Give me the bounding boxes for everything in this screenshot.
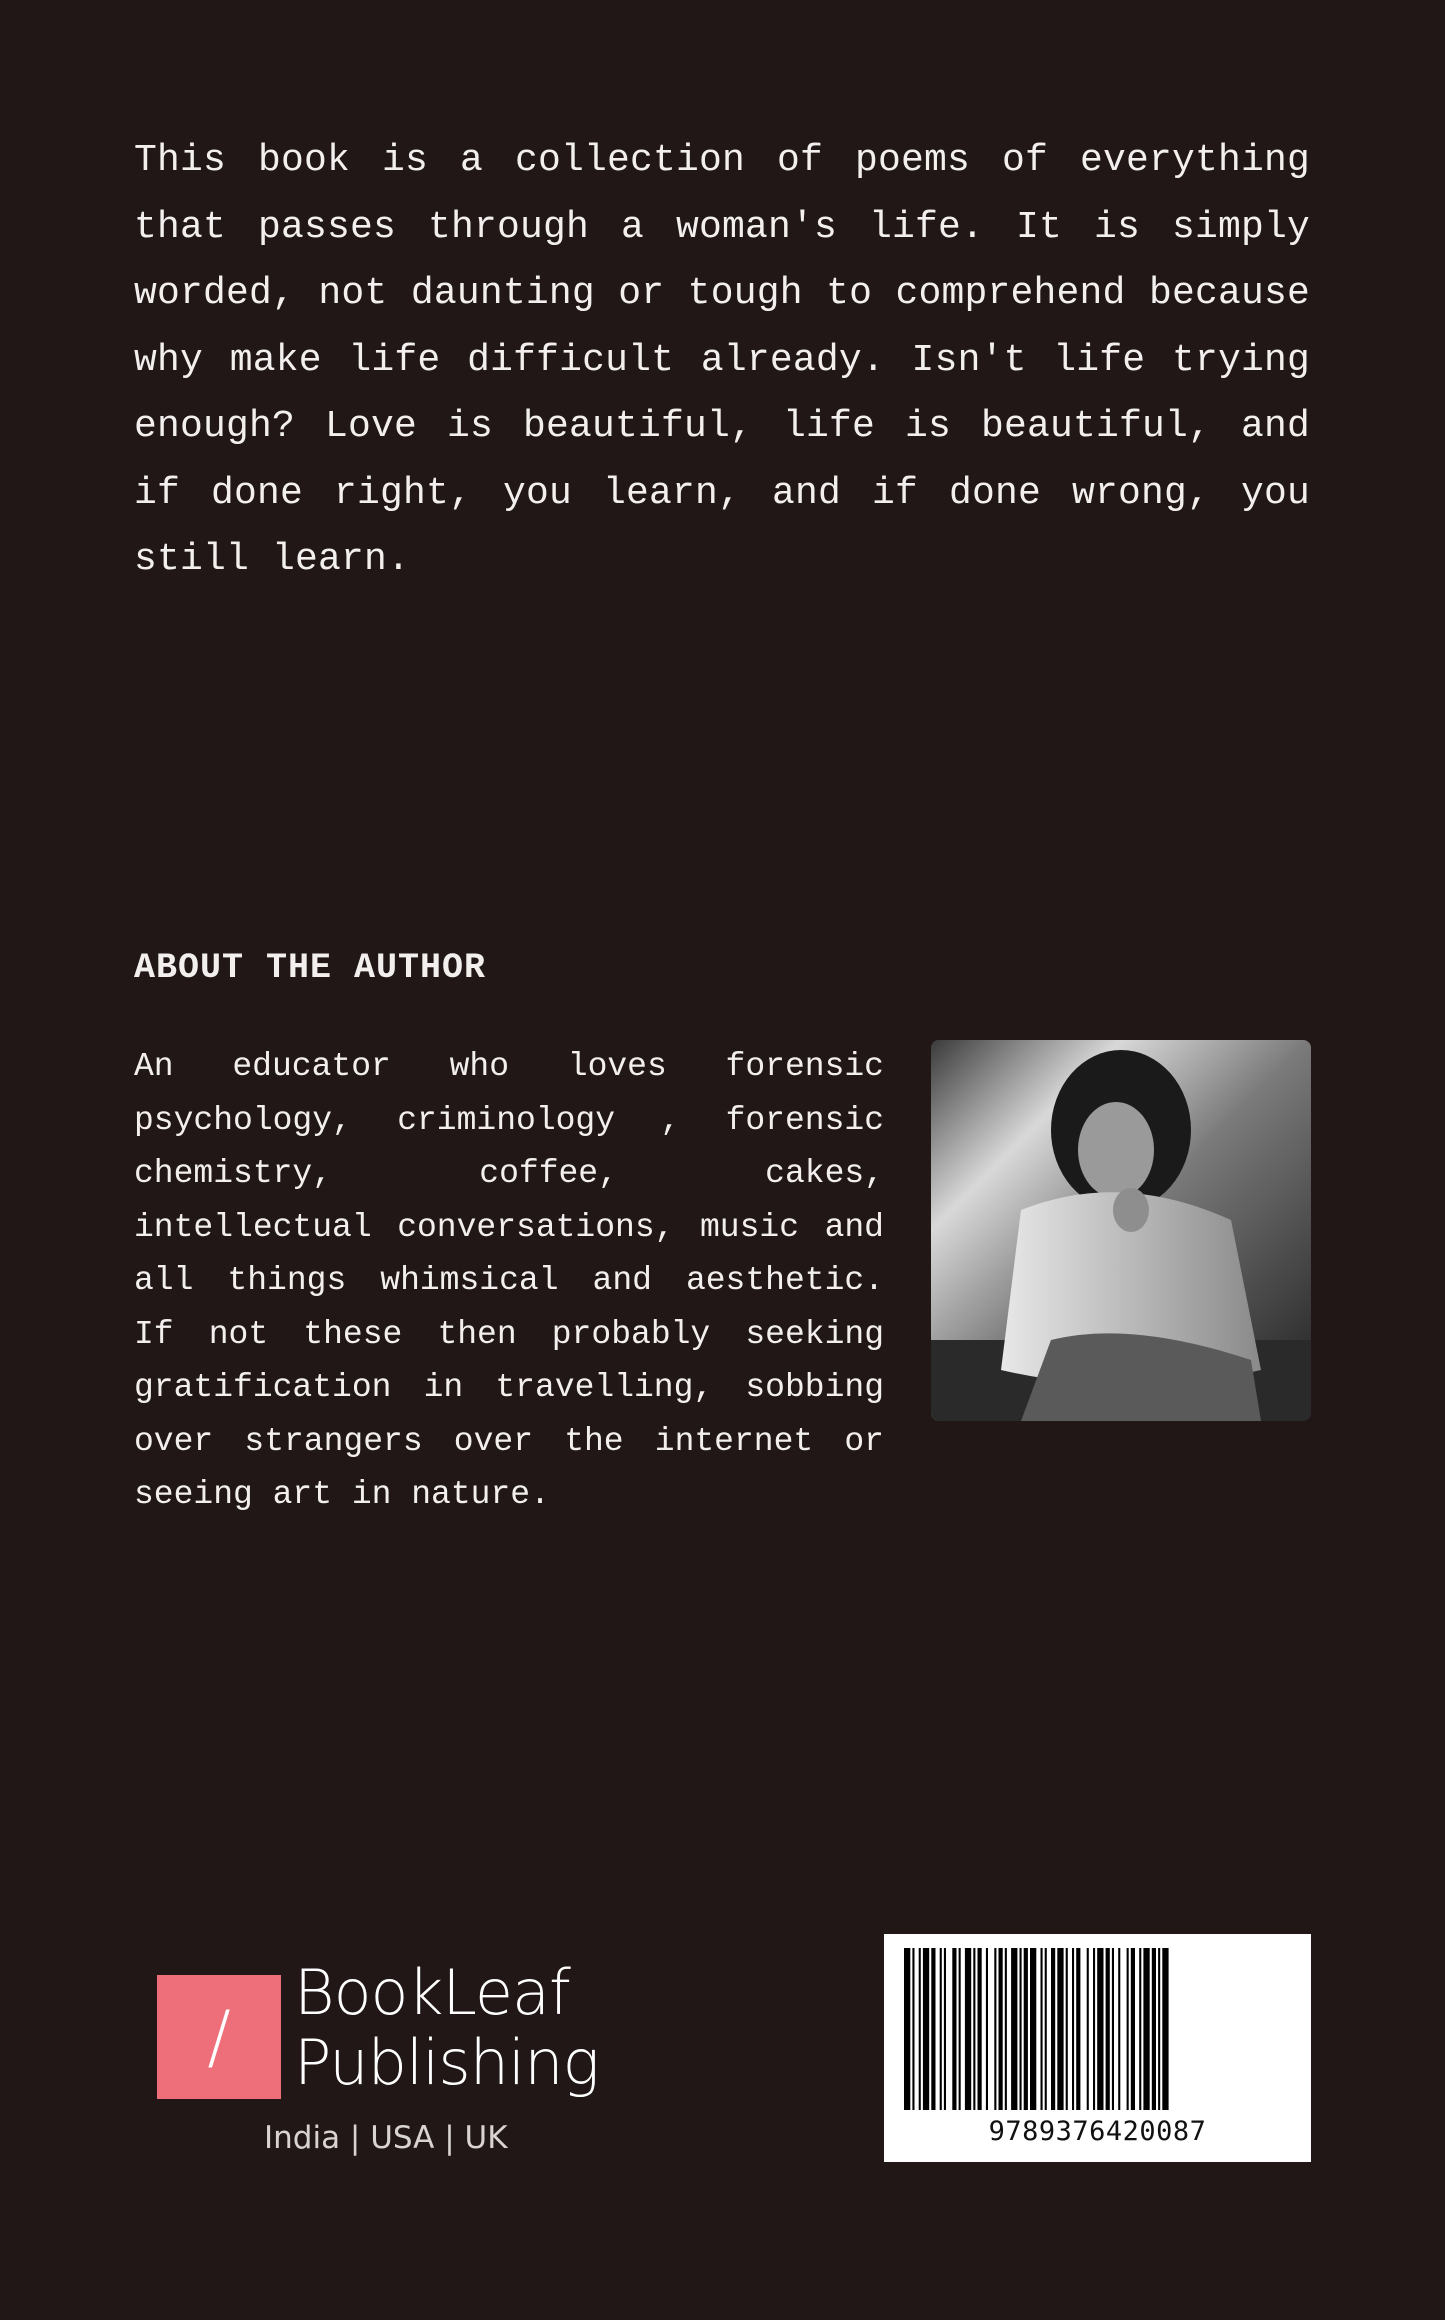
barcode-bar bbox=[973, 1948, 975, 2110]
publisher-name-line2: Publishing bbox=[294, 2026, 599, 2099]
barcode-bar bbox=[1139, 1948, 1141, 2110]
barcode-bar bbox=[1118, 1948, 1120, 2110]
barcode-bar bbox=[1093, 1948, 1095, 2110]
barcode-bar bbox=[1131, 1948, 1135, 2110]
barcode-bar bbox=[931, 1948, 935, 2110]
barcode-bar bbox=[1020, 1948, 1022, 2110]
author-photo bbox=[931, 1040, 1311, 1421]
barcode-bar bbox=[1041, 1948, 1043, 2110]
isbn-barcode bbox=[884, 1934, 1311, 2162]
barcode-bar bbox=[1005, 1948, 1007, 2110]
publisher-regions: India | USA | UK bbox=[264, 2120, 508, 2156]
barcode-bar bbox=[1066, 1948, 1068, 2110]
barcode-bar bbox=[1024, 1948, 1028, 2110]
barcode-bar bbox=[919, 1948, 921, 2110]
publisher-name bbox=[294, 1958, 599, 2098]
bookleaf-logo-icon bbox=[157, 1975, 281, 2099]
back-cover-blurb: This book is a collection of poems of everything that passes through a woman's life. It is simply worded, not daunting or tough to comprehend because why make life difficult already. Isn't life trying enough? Love is beautiful, life is beautiful, and if done right, you learn, and if done wrong, you still learn. bbox=[134, 139, 1310, 581]
barcode-bar bbox=[959, 1948, 961, 2110]
barcode-bar bbox=[1127, 1948, 1129, 2110]
barcode-bar bbox=[1030, 1948, 1036, 2110]
barcode-bar bbox=[994, 1948, 996, 2110]
barcode-bar bbox=[1087, 1948, 1089, 2110]
barcode-bar bbox=[1072, 1948, 1074, 2110]
barcode-bar bbox=[952, 1948, 956, 2110]
barcode-bar bbox=[978, 1948, 982, 2110]
barcode-bar bbox=[1051, 1948, 1055, 2110]
author-bio: An educator who loves forensic psychology, criminology , forensic chemistry, coffee, cakes, intellectual conversations, music and all things whimsical and aesthetic. If not these then probably seeking gratification in travelling, sobbing over strangers over the internet or seeing art in nature. bbox=[134, 1048, 884, 1513]
barcode-bars bbox=[900, 1948, 1295, 2110]
barcode-bar bbox=[999, 1948, 1003, 2110]
barcode-bar bbox=[1162, 1948, 1168, 2110]
about-author-heading: ABOUT THE AUTHOR bbox=[134, 948, 487, 988]
barcode-bar bbox=[1076, 1948, 1080, 2110]
barcode-bar bbox=[986, 1948, 988, 2110]
barcode-bar bbox=[1045, 1948, 1047, 2110]
barcode-bar bbox=[1158, 1948, 1160, 2110]
barcode-bar bbox=[1152, 1948, 1156, 2110]
barcode-bar bbox=[904, 1948, 910, 2110]
isbn-number: 9789376420087 bbox=[988, 2116, 1207, 2147]
barcode-bar bbox=[912, 1948, 914, 2110]
barcode-bar bbox=[1106, 1948, 1110, 2110]
barcode-bar bbox=[940, 1948, 942, 2110]
publisher-name-line1: BookLeaf bbox=[294, 1956, 570, 2029]
barcode-bar bbox=[1143, 1948, 1149, 2110]
barcode-bar bbox=[1097, 1948, 1103, 2110]
barcode-bar bbox=[965, 1948, 971, 2110]
barcode-bar bbox=[1112, 1948, 1114, 2110]
logo-slash-glyph: / bbox=[207, 1996, 231, 2078]
barcode-bar bbox=[923, 1948, 929, 2110]
barcode-bar bbox=[1011, 1948, 1017, 2110]
barcode-bar bbox=[944, 1948, 946, 2110]
barcode-bar bbox=[1057, 1948, 1063, 2110]
